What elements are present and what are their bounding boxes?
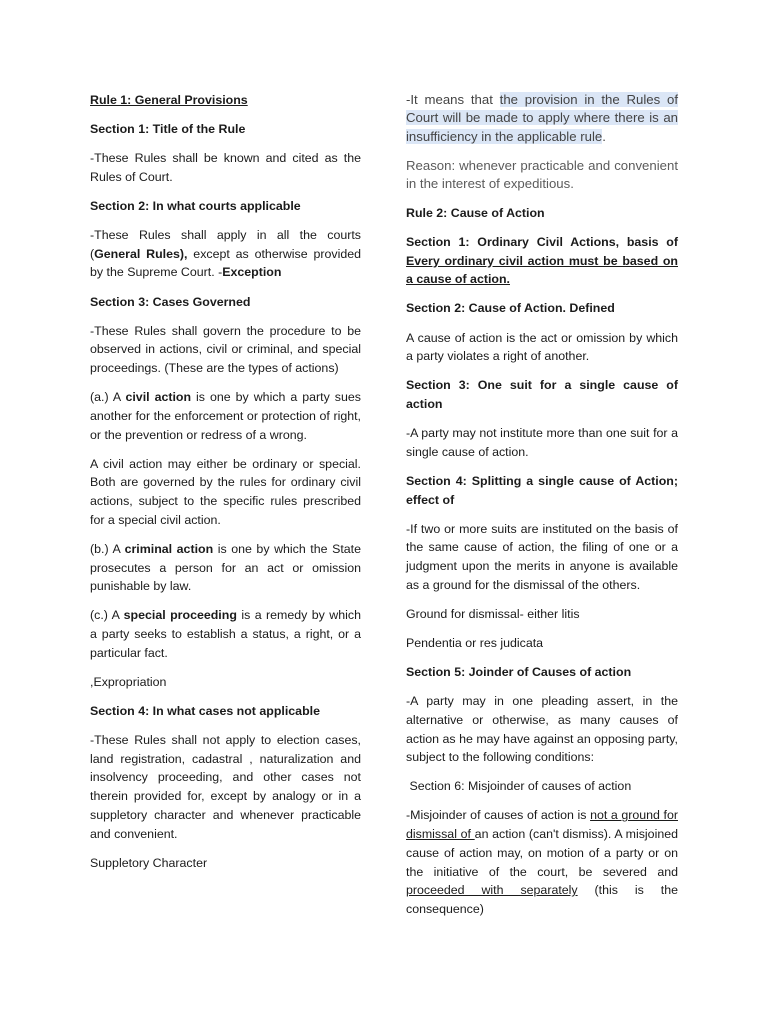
section-2-text: -These Rules shall apply in all the courts (General Rules), except as otherwise provided by the Supreme Court. -Exception — [90, 228, 361, 280]
means-text: -It means that the provision in the Rules of Court will be made to apply where there is an insufficiency in the applicable rule. — [406, 92, 678, 144]
highlighted-text: the provision in the Rules of Court will be made to apply where there is an insufficiency in the applicable rule — [406, 92, 678, 144]
section-3-heading: Section 3: Cases Governed — [90, 294, 251, 309]
rule-2-section-3-heading: Section 3: One suit for a single cause of action — [406, 378, 678, 411]
right-column — [406, 91, 678, 929]
rule-2-section-1-heading: Section 1: Ordinary Civil Actions, basis of Every ordinary civil action must be based on a cause of action. — [406, 234, 678, 287]
reason-text: Reason: whenever practicable and convenient in the interest of expeditious. — [406, 157, 678, 192]
rule-1-title: Rule 1: General Provisions — [90, 93, 248, 107]
rule-2-section-5-heading: Section 5: Joinder of Causes of action — [406, 665, 632, 680]
rule-2-section-6-text: -Misjoinder of causes of action is not a ground for dismissal of an action (can't dismiss). A misjoined cause of action may, on motion of a party or on the initiative of the court, be severed and proceeded with separately (this is the consequence) — [406, 808, 678, 916]
rule-2-section-6-heading: Section 6: Misjoinder of causes of action — [406, 779, 632, 794]
suppletory-character-note: Suppletory Character — [90, 855, 208, 870]
ground-for-dismissal-note: Ground for dismissal- either litis — [406, 606, 580, 621]
rule-2-section-2-heading: Section 2: Cause of Action. Defined — [406, 301, 615, 316]
left-column — [90, 91, 361, 883]
special-proceeding-definition: (c.) A special proceeding is a remedy by which a party seeks to establish a status, a right, or a particular fact. — [90, 608, 361, 660]
criminal-action-definition: (b.) A criminal action is one by which the State prosecutes a person for an act or omission punishable by law. — [90, 541, 361, 594]
section-1-heading: Section 1: Title of the Rule — [90, 122, 246, 137]
section-1-text: -These Rules shall be known and cited as the Rules of Court. — [90, 151, 361, 184]
rule-2-title: Rule 2: Cause of Action — [406, 205, 545, 220]
rule-2-section-4-text: -If two or more suits are instituted on the basis of the same cause of action, the filing of one or a judgment upon the merits in anyone is available as a ground for the dismissal of the others. — [406, 521, 678, 592]
rule-2-section-2-text: A cause of action is the act or omission by which a party violates a right of another. — [406, 330, 678, 364]
expropriation-note: ,Expropriation — [90, 674, 167, 689]
rule-2-section-3-text: -A party may not institute more than one suit for a single cause of action. — [406, 426, 678, 459]
civil-action-text: A civil action may either be ordinary or special. Both are governed by the rules for ordinary civil actions, subject to the specific rules prescribed for a special civil action. — [90, 456, 361, 527]
pendentia-note: Pendentia or res judicata — [406, 635, 544, 650]
civil-action-definition: (a.) A civil action is one by which a party sues another for the enforcement or protection of right, or the prevention or redress of a wrong. — [90, 390, 361, 442]
section-2-heading: Section 2: In what courts applicable — [90, 198, 301, 213]
rule-2-section-5-text: -A party may in one pleading assert, in the alternative or otherwise, as many causes of action as he may have against an opposing party, subject to the following conditions: — [406, 694, 678, 765]
section-4-text: -These Rules shall not apply to election cases, land registration, cadastral , naturalization and insolvency proceeding, and other cases not therein provided for, except by analogy or in a suppletory character and whenever practicable and convenient. — [90, 733, 361, 841]
section-3-text: -These Rules shall govern the procedure to be observed in actions, civil or criminal, and special proceedings. (These are the types of actions) — [90, 323, 361, 376]
section-4-heading: Section 4: In what cases not applicable — [90, 703, 320, 718]
rule-2-section-4-heading: Section 4: Splitting a single cause of Action; effect of — [406, 473, 678, 507]
